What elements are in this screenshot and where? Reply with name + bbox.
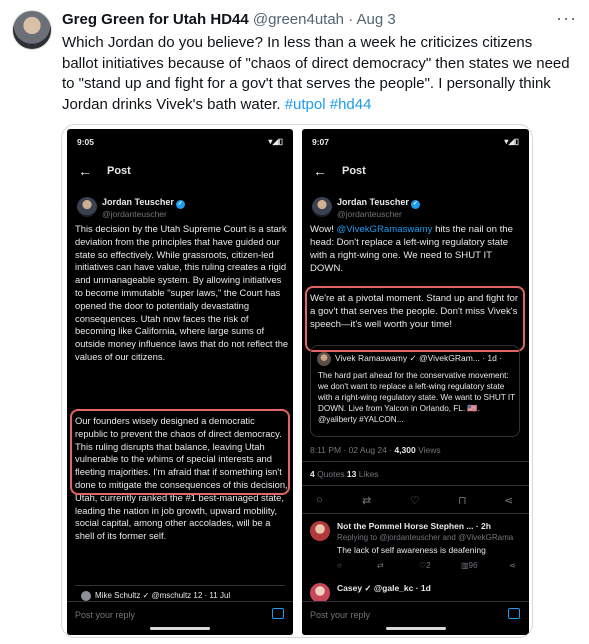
- views-count: 4,300: [394, 445, 416, 455]
- avatar: [310, 583, 330, 603]
- status-bar: [312, 137, 519, 149]
- post-meta: [310, 445, 441, 455]
- share-icon: ⋖: [509, 561, 516, 570]
- avatar: [317, 352, 331, 366]
- reply-placeholder: Post your reply: [75, 610, 136, 620]
- post-stats: [310, 469, 379, 479]
- more-options-icon[interactable]: ···: [556, 8, 577, 28]
- post-author-name: Jordan Teuscher: [102, 197, 174, 207]
- quotes-count: 4: [310, 469, 315, 479]
- quote-card: [310, 345, 520, 437]
- home-indicator: [150, 627, 210, 630]
- post-intro: [310, 223, 524, 275]
- post-title: Post: [342, 165, 366, 177]
- divider: [302, 513, 529, 514]
- divider: [302, 461, 529, 462]
- reply-bar: [302, 601, 529, 635]
- views-icon: ▥96: [461, 561, 478, 570]
- home-indicator: [386, 627, 446, 630]
- divider: [302, 485, 529, 486]
- repost-icon: ⇄: [377, 561, 384, 570]
- post-topbar: [67, 163, 293, 185]
- views-label: Views: [415, 445, 441, 455]
- quote-text: The hard part ahead for the conservative movement: we don't want to replace a left-wing regulatory state with a right-wing regulatory state. We want to SHUT IT DOWN. Live from Yalcon in Orlando, FL. 🇺🇸. @yaliberty #YALCON...: [318, 371, 516, 424]
- post-handle: @jordanteuscher: [102, 209, 167, 219]
- post-author: [102, 197, 185, 209]
- tweet-text: [62, 33, 572, 115]
- avatar: [81, 591, 91, 601]
- hashtag-hd44[interactable]: #hd44: [329, 95, 372, 113]
- avatar: [312, 197, 332, 217]
- reply-author: Not the Pommel Horse Stephen ... · 2h: [337, 521, 491, 531]
- post-author-name: Jordan Teuscher: [337, 197, 409, 207]
- author-name[interactable]: Greg Green for Utah HD44: [62, 11, 249, 28]
- action-bar: [310, 494, 520, 508]
- likes-label: Likes: [356, 469, 379, 479]
- author-handle[interactable]: @green4utah: [252, 11, 345, 28]
- highlight-box: [70, 409, 290, 495]
- like-icon: ♡: [410, 495, 420, 507]
- post-handle: @jordanteuscher: [337, 209, 402, 219]
- screenshot-right: [302, 129, 529, 635]
- tweet-body: Which Jordan do you believe? In less than a week he criticizes citizens ballot initiatives because of "chaos of direct democracy" then states we need to "stand up and fight for a gov't that serves the people". I personally think Jordan drinks Vivek's bath water.: [62, 34, 570, 113]
- tweet-header: [62, 11, 396, 28]
- intro-text-2: hits the nail on the head: Don't replace a left-wing regulatory state with a right-wing one. We need to SHUT IT DOWN.: [310, 224, 513, 274]
- reply-placeholder: Post your reply: [310, 610, 371, 620]
- status-time: 9:07: [312, 137, 330, 147]
- reply-text: The lack of self awareness is deafening: [337, 545, 486, 555]
- post-highlight-text: We're at a pivotal moment. Stand up and fight for a gov't that serves the people. Don't miss Vivek's speech—it's well worth your time!: [310, 293, 519, 330]
- tweet-date[interactable]: Aug 3: [356, 11, 396, 28]
- repost-icon: ⇄: [362, 495, 372, 507]
- mention-vivek: @VivekGRamaswamy: [336, 224, 433, 235]
- quotes-label: Quotes: [314, 469, 347, 479]
- replying-to: Replying to @jordanteuscher and @VivekGRama: [337, 533, 514, 542]
- like-icon: ♡2: [419, 561, 431, 570]
- post-paragraph-1: This decision by the Utah Supreme Court is a stark deviation from the principles that have guided our state so effectively. While grassroots, citizen-led initiatives can have value, this ruling creates a rigid and unmanageable system. By allowing initiatives to become immutable "super laws," the Court has opened the door to potentially devastating consequences. Utah now faces the risk of becoming like California, where large sums of outside money influence laws that do not reflect the values of our citizens.: [75, 223, 289, 362]
- author-avatar[interactable]: [12, 10, 52, 50]
- status-time: 9:05: [77, 137, 95, 147]
- post-time: 8:11 PM · 02 Aug 24 ·: [310, 445, 395, 455]
- back-arrow-icon: ←: [78, 163, 92, 179]
- quote-header: Vivek Ramaswamy ✓ @VivekGRam... · 1d ·: [335, 353, 503, 363]
- bookmark-icon: ⊓: [458, 495, 467, 507]
- avatar: [310, 521, 330, 541]
- post-paragraph-2: Our founders wisely designed a democratic republic to prevent the chaos of direct democracy. This ruling disrupts that balance, leaving Utah vulnerable to the whims of special interests and fleeting majorities. I'm afraid that if something isn't done to mitigate the consequences of this decision, Utah, currently ranked the #1 best-managed state, leading the nation in job growth, upward mobility, social capital, among other accolades, will be a shell of its former self.: [75, 415, 288, 542]
- intro-text-1: Wow!: [310, 224, 337, 235]
- status-bar: [77, 137, 283, 149]
- separator-dot: ·: [348, 11, 354, 28]
- image-icon: [272, 608, 284, 619]
- share-icon: ⋖: [504, 495, 514, 507]
- back-arrow-icon: ←: [313, 163, 327, 179]
- post-author: [337, 197, 420, 209]
- verified-badge-icon: ✓: [412, 201, 418, 207]
- screenshot-left: [67, 129, 293, 635]
- verified-badge-icon: ✓: [177, 201, 183, 207]
- reply-icon: ○: [316, 494, 323, 506]
- highlight-box: [305, 286, 525, 352]
- reply-bar: [67, 601, 293, 635]
- status-icons: ▾◢▯: [504, 137, 519, 146]
- reply-author: Casey ✓ @gale_kc · 1d: [337, 583, 431, 593]
- image-icon: [508, 608, 520, 619]
- peek-text: Mike Schultz ✓ @mschultz 12 · 11 Jul: [95, 591, 231, 600]
- tweet-media[interactable]: [61, 124, 533, 638]
- avatar: [77, 197, 97, 217]
- hashtag-utpol[interactable]: #utpol: [284, 95, 326, 113]
- status-icons: ▾◢▯: [268, 137, 283, 146]
- likes-count: 13: [346, 469, 357, 479]
- post-title: Post: [107, 165, 131, 177]
- post-topbar: [302, 163, 529, 185]
- reply-icon: ○: [337, 561, 342, 570]
